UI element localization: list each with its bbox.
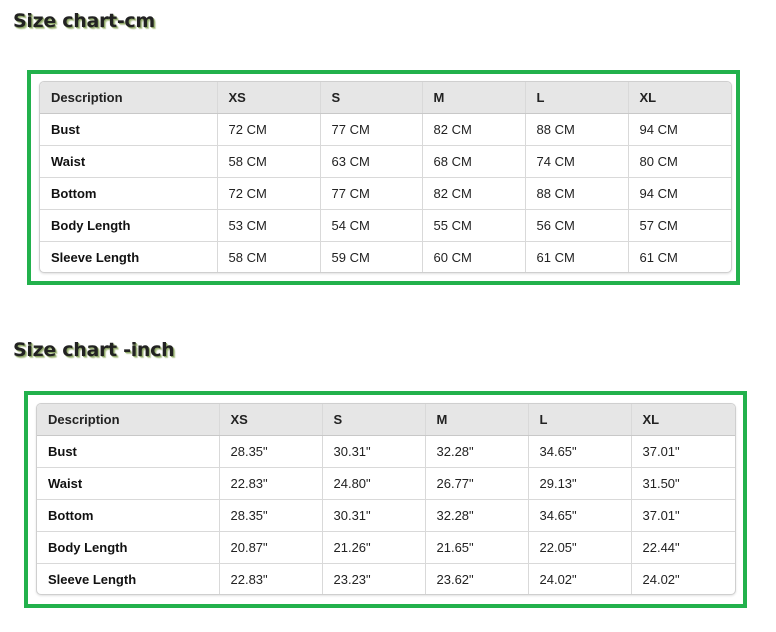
table-cell: 53 CM	[217, 210, 320, 242]
row-label: Sleeve Length	[40, 242, 217, 274]
table-cell: 24.80"	[322, 468, 425, 500]
row-label: Bottom	[40, 178, 217, 210]
table-cell: 72 CM	[217, 178, 320, 210]
row-label: Body Length	[40, 210, 217, 242]
table-cell: 23.62"	[425, 564, 528, 596]
table-cell: 28.35"	[219, 500, 322, 532]
table-cell: 56 CM	[525, 210, 628, 242]
table-cell: 55 CM	[422, 210, 525, 242]
table-cell: 26.77"	[425, 468, 528, 500]
row-label: Sleeve Length	[37, 564, 219, 596]
column-header: XL	[631, 404, 735, 436]
table-cell: 24.02"	[528, 564, 631, 596]
column-header: L	[528, 404, 631, 436]
column-header: XS	[219, 404, 322, 436]
column-header: XL	[628, 82, 731, 114]
table-cell: 57 CM	[628, 210, 731, 242]
table-cell: 21.26"	[322, 532, 425, 564]
table-header-row	[37, 404, 735, 436]
row-label: Bottom	[37, 500, 219, 532]
table-cell: 32.28"	[425, 436, 528, 468]
row-label: Bust	[40, 114, 217, 146]
table-row	[40, 242, 731, 274]
table-row	[40, 146, 731, 178]
table-cell: 34.65"	[528, 436, 631, 468]
table-cell: 59 CM	[320, 242, 422, 274]
column-header: Description	[40, 82, 217, 114]
table-cell: 30.31"	[322, 500, 425, 532]
table-row	[37, 500, 735, 532]
inch-chart-title: Size chart -inch	[13, 339, 175, 361]
row-label: Bust	[37, 436, 219, 468]
table-cell: 22.83"	[219, 564, 322, 596]
table-cell: 30.31"	[322, 436, 425, 468]
table-cell: 54 CM	[320, 210, 422, 242]
table-cell: 37.01"	[631, 436, 735, 468]
column-header: XS	[217, 82, 320, 114]
table-cell: 61 CM	[639, 250, 678, 265]
table-cell: 94 CM	[628, 114, 731, 146]
table-cell: 29.13"	[528, 468, 631, 500]
table-cell: 23.23"	[322, 564, 425, 596]
table-row	[40, 178, 731, 210]
table-cell: 82 CM	[422, 114, 525, 146]
row-label: Waist	[37, 468, 219, 500]
table-header-row	[40, 82, 731, 114]
table-cell: 22.83"	[219, 468, 322, 500]
table-cell: 94 CM	[628, 178, 731, 210]
table-cell: 88 CM	[525, 178, 628, 210]
table-cell: 34.65"	[528, 500, 631, 532]
cm-chart-frame	[27, 70, 740, 285]
inch-size-table	[37, 404, 735, 595]
table-cell: 58 CM	[217, 242, 320, 274]
table-cell: 77 CM	[320, 178, 422, 210]
table-cell: 22.05"	[528, 532, 631, 564]
cm-size-table-container	[39, 81, 732, 273]
table-cell: 72 CM	[217, 114, 320, 146]
table-cell: 20.87"	[219, 532, 322, 564]
table-cell: 58 CM	[217, 146, 320, 178]
cm-chart-title: Size chart-cm	[13, 10, 155, 32]
table-cell: 68 CM	[422, 146, 525, 178]
table-row	[40, 210, 731, 242]
inch-chart-frame	[24, 391, 747, 608]
table-cell: 22.44"	[631, 532, 735, 564]
table-cell: 37.01"	[631, 500, 735, 532]
row-label: Waist	[40, 146, 217, 178]
table-row	[37, 532, 735, 564]
table-row	[40, 114, 731, 146]
table-cell: 74 CM	[525, 146, 628, 178]
table-cell: 60 CM	[422, 242, 525, 274]
column-header: M	[422, 82, 525, 114]
table-row	[37, 468, 735, 500]
table-cell: 77 CM	[320, 114, 422, 146]
column-header: S	[320, 82, 422, 114]
table-cell: 88 CM	[525, 114, 628, 146]
column-header: M	[425, 404, 528, 436]
row-label: Body Length	[37, 532, 219, 564]
table-cell: 82 CM	[422, 178, 525, 210]
column-header: L	[525, 82, 628, 114]
table-cell: 61 CM	[525, 242, 628, 274]
cm-size-table	[40, 82, 731, 273]
table-cell: 31.50"	[631, 468, 735, 500]
table-cell: 80 CM	[628, 146, 731, 178]
table-cell: 32.28"	[425, 500, 528, 532]
table-row	[37, 564, 735, 596]
table-cell: 24.02"	[642, 572, 680, 587]
table-row	[37, 436, 735, 468]
column-header: Description	[37, 404, 219, 436]
inch-size-table-container	[36, 403, 736, 595]
table-cell: 21.65"	[425, 532, 528, 564]
table-cell: 28.35"	[219, 436, 322, 468]
table-cell: 63 CM	[320, 146, 422, 178]
column-header: S	[322, 404, 425, 436]
